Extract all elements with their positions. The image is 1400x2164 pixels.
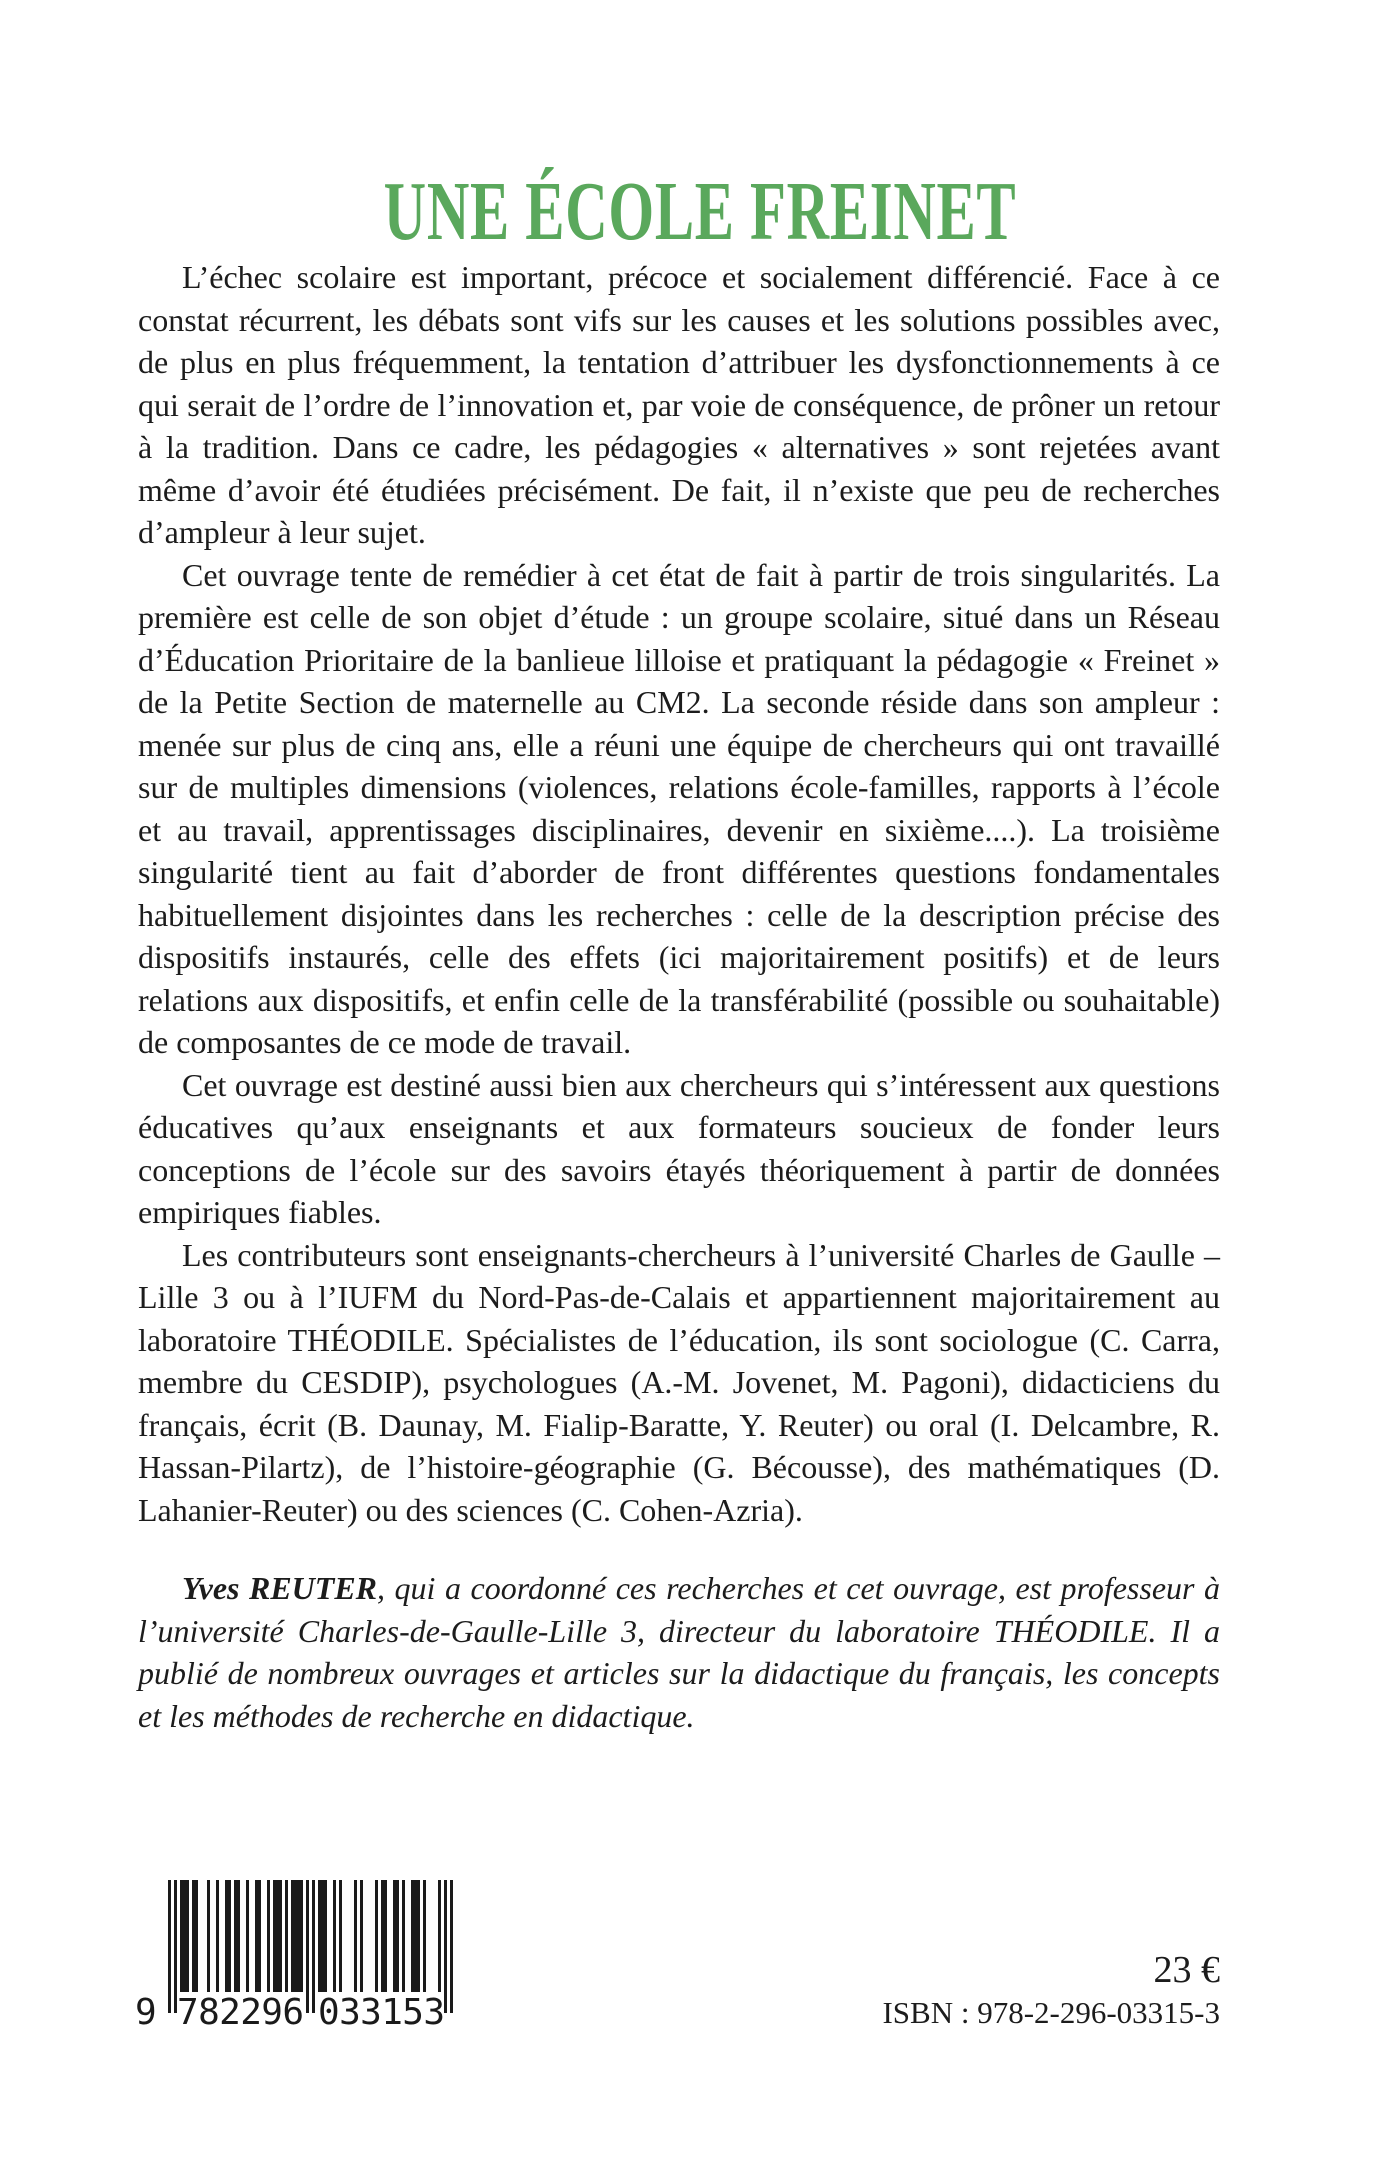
paragraph-intro: L’échec scolaire est important, précoce et socialement différencié. Face à ce constat récurrent, les débats sont vifs sur les causes et les solutions possibles avec, de plus en plus fréquemment, la tentation d’attribuer les dysfonctionnements à ce qui serait de l’ordre de l’innovation et, par voie de conséquence, de prôner un retour à la tradition. Dans ce cadre, les pédagogies « alternatives » sont rejetées avant même d’avoir été étudiées précisément. De fait, il n’existe que peu de recherches d’ampleur à leur sujet. [138, 259, 1220, 550]
barcode-digit-lead: 9 [135, 1992, 157, 2033]
barcode [135, 1880, 465, 2033]
paragraph-audience: Cet ouvrage est destiné aussi bien aux chercheurs qui s’intéressent aux questions éducatives qu’aux enseignants et aux formateurs soucieux de fonder leurs conceptions de l’école sur des savoirs étayés théoriquement à partir de données empiriques fiables. [138, 1066, 1220, 1230]
back-cover-text [138, 256, 1220, 1737]
author-note [138, 1567, 1220, 1737]
paragraph-contributors: Les contributeurs sont enseignants-chercheurs à l’université Charles de Gaulle – Lille 3 ou à l’IUFM du Nord-Pas-de-Calais et appartiennent majoritairement au laboratoire THÉODILE. Spécialistes de l’éducation, ils sont sociologue (C. Carra, membre du CESDIP), psychologues (A.-M. Jovenet, M. Pagoni), didacticiens du français, écrit (B. Daunay, M. Fialip-Baratte, Y. Reuter) ou oral (I. Delcambre, R. Hassan-Pilartz), de l’histoire-géographie (G. Bécousse), des mathématiques (D. Lahanier-Reuter) ou des sciences (C. Cohen-Azria). [138, 1236, 1220, 1528]
isbn-label: ISBN : 978-2-296-03315-3 [882, 1995, 1220, 2030]
book-title: UNE ÉCOLE FREINET [383, 165, 1017, 259]
author-name: Yves REUTER [182, 1570, 378, 1606]
price-label: 23 € [1153, 1949, 1220, 1991]
author-note-text: , qui a coordonné ces recherches et cet ouvrage, est professeur à l’université Charles-de-Gaulle-Lille 3, directeur du laboratoire THÉODILE. Il a publié de nombreux ouvrages et articles sur la didactique du français, les concepts et les méthodes de recherche en didactique. [138, 1570, 1221, 1734]
barcode-digits-right: 033153 [318, 1992, 445, 2033]
paragraph-singularities: Cet ouvrage tente de remédier à cet état de fait à partir de trois singularités. La première est celle de son objet d’étude : un groupe scolaire, situé dans un Réseau d’Éducation Prioritaire de la banlieue lilloise et pratiquant la pédagogie « Freinet » de la Petite Section de maternelle au CM2. La seconde réside dans son ampleur : menée sur plus de cinq ans, elle a réuni une équipe de chercheurs qui ont travaillé sur de multiples dimensions (violences, relations école-familles, rapports à l’école et au travail, apprentissages disciplinaires, devenir en sixième....). La troisième singularité tient au fait d’aborder de front différentes questions fondamentales habituellement disjointes dans les recherches : celle de la description précise des dispositifs instaurés, celle des effets (ici majoritairement positifs) et de leurs relations aux dispositifs, et enfin celle de la transférabilité (possible ou souhaitable) de composantes de ce mode de travail. [138, 556, 1220, 1060]
barcode-digits-left: 782296 [177, 1992, 304, 2033]
